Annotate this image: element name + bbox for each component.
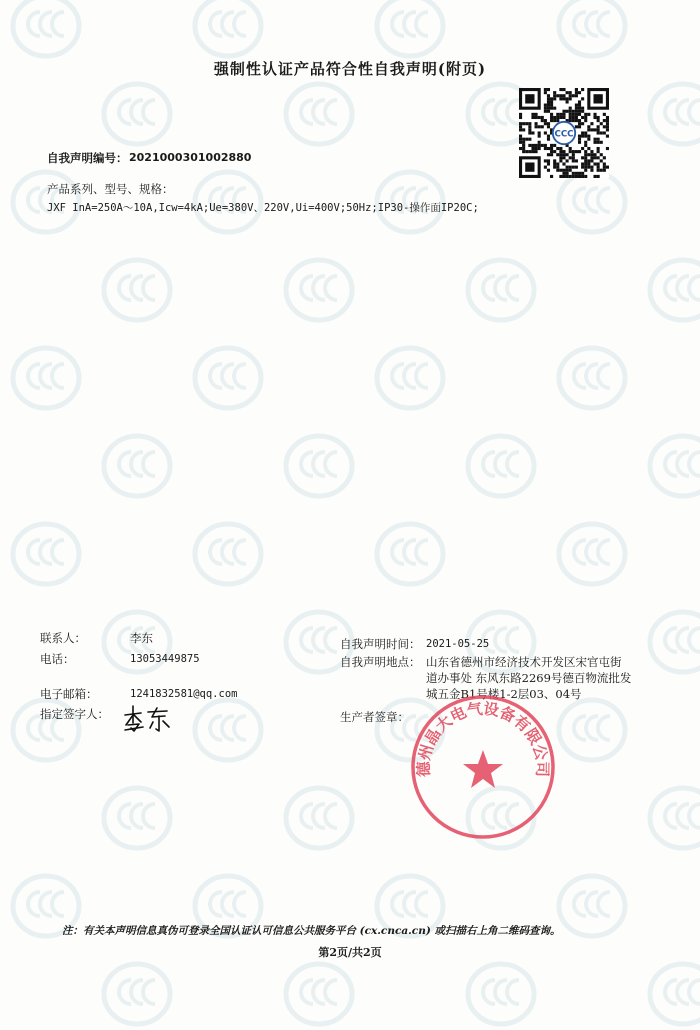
statement-time-label: 自我声明时间： <box>340 637 421 651</box>
ccc-mark-icon <box>647 430 700 502</box>
producer-signature-label: 生产者签章： <box>340 710 409 724</box>
ccc-mark-icon <box>283 78 355 150</box>
company-seal <box>408 692 558 842</box>
qr-code-icon[interactable] <box>519 88 609 178</box>
declaration-number-value: 2021000301002880 <box>129 151 252 164</box>
contact-person-label: 联系人： <box>40 631 86 645</box>
email-label: 电子邮箱： <box>40 687 98 701</box>
ccc-mark-icon <box>192 0 264 62</box>
page-number: 第2页/共2页 <box>318 946 382 959</box>
ccc-mark-icon <box>101 254 173 326</box>
ccc-mark-icon <box>374 0 446 62</box>
ccc-mark-icon <box>10 694 82 766</box>
ccc-mark-icon <box>283 430 355 502</box>
page-title: 强制性认证产品符合性自我声明(附页) <box>213 60 487 78</box>
statement-time-value: 2021-05-25 <box>426 638 490 650</box>
footer-note: 注：有关本声明信息真伪可登录全国认证认可信息公共服务平台 (cx.cnca.cn) 或扫描右上角二维码查询。 <box>62 925 561 937</box>
ccc-mark-icon <box>192 342 264 414</box>
email-value: 1241832581@qq.com <box>130 688 238 700</box>
ccc-mark-icon <box>647 606 700 678</box>
ccc-mark-icon <box>283 958 355 1030</box>
star-icon <box>463 750 503 788</box>
ccc-mark-icon <box>556 342 628 414</box>
ccc-mark-icon <box>465 254 537 326</box>
ccc-mark-icon <box>647 958 700 1030</box>
phone-label: 电话： <box>40 652 75 666</box>
ccc-mark-icon <box>283 254 355 326</box>
ccc-mark-icon <box>556 518 628 590</box>
ccc-mark-icon <box>101 430 173 502</box>
ccc-mark-icon <box>556 694 628 766</box>
ccc-mark-icon <box>374 342 446 414</box>
ccc-mark-icon <box>10 518 82 590</box>
ccc-mark-icon <box>101 782 173 854</box>
phone-value: 13053449875 <box>130 653 200 665</box>
statement-place-line3: 城五金B1号楼1-2层03、04号 <box>426 687 582 701</box>
declaration-number-label: 自我声明编号： <box>47 151 128 165</box>
ccc-mark-icon <box>192 694 264 766</box>
ccc-mark-icon <box>465 430 537 502</box>
svg-text:CCC: CCC <box>554 129 574 140</box>
ccc-mark-icon <box>10 342 82 414</box>
product-label: 产品系列、型号、规格： <box>47 182 174 196</box>
ccc-mark-icon <box>556 870 628 942</box>
ccc-mark-icon <box>465 958 537 1030</box>
ccc-mark-icon <box>101 78 173 150</box>
ccc-mark-icon <box>647 254 700 326</box>
statement-place-label: 自我声明地点： <box>340 655 421 669</box>
ccc-mark-icon <box>374 518 446 590</box>
ccc-mark-icon <box>192 518 264 590</box>
seal-text: 德州晶大电气设备有限公司 <box>413 698 553 778</box>
ccc-mark-icon <box>647 782 700 854</box>
statement-place-line1: 山东省德州市经济技术开发区宋官屯街 <box>426 655 622 669</box>
ccc-mark-icon <box>10 0 82 62</box>
handwritten-signature <box>122 703 174 735</box>
ccc-mark-icon <box>556 0 628 62</box>
signer-label: 指定签字人： <box>40 707 109 721</box>
ccc-mark-icon <box>283 782 355 854</box>
ccc-mark-icon <box>101 958 173 1030</box>
contact-person-value: 李东 <box>130 631 153 645</box>
product-spec: JXF InA=250A～10A,Icw=4kA;Ue=380V、220V,Ui=400V;50Hz;IP30-操作面IP20C; <box>47 202 479 214</box>
statement-place-line2: 道办事处 东风东路2269号德百物流批发 <box>426 671 632 685</box>
ccc-mark-icon <box>647 78 700 150</box>
